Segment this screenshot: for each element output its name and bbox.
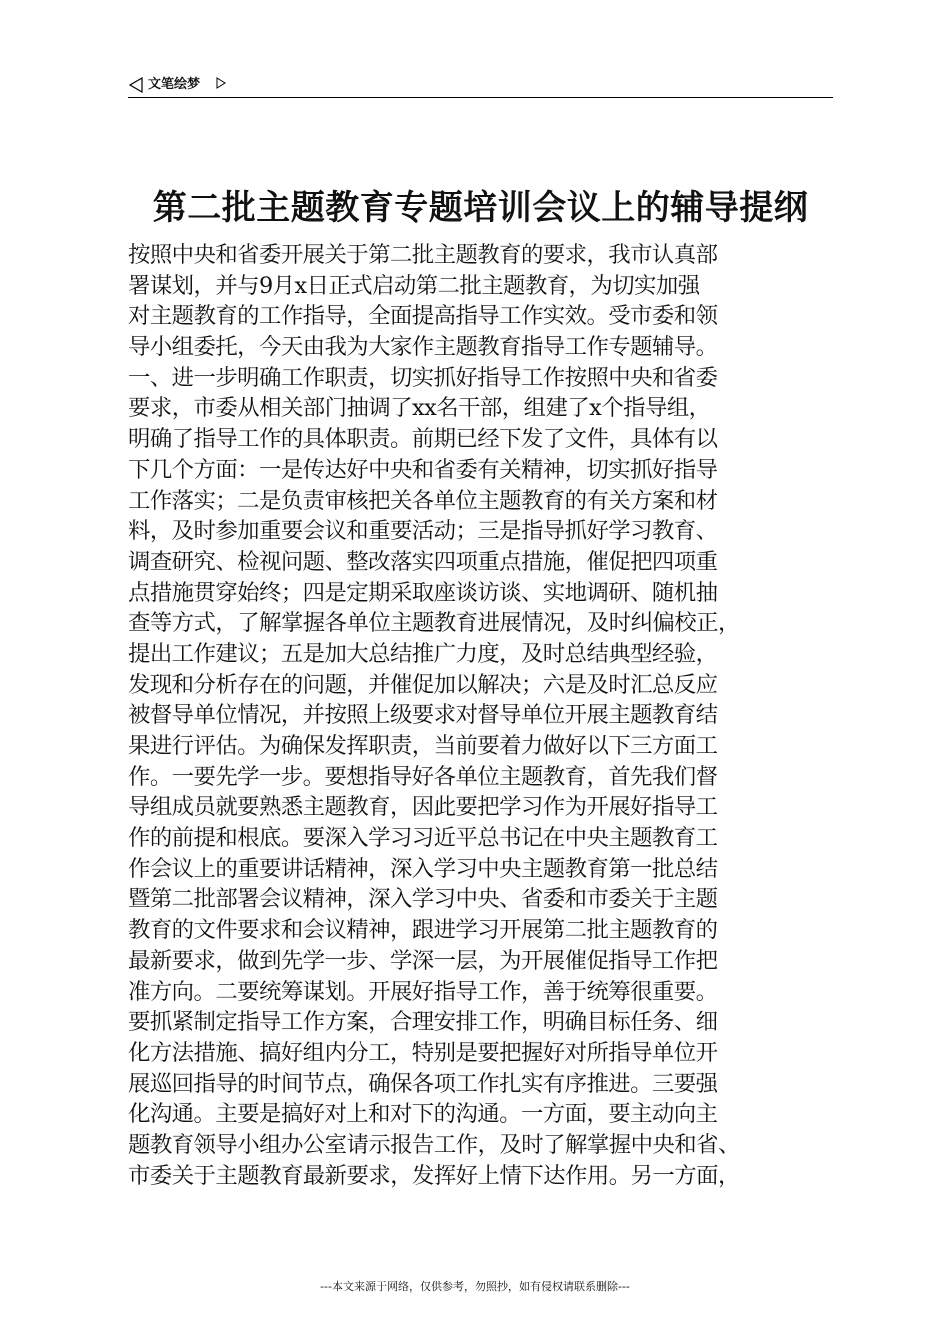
body-line: 要求，市委从相关部门抽调了xx名干部，组建了x个指导组， xyxy=(128,395,711,422)
body-line: 被督导单位情况，并按照上级要求对督导单位开展主题教育结 xyxy=(128,702,718,729)
header-title: 文笔绘梦 xyxy=(148,77,201,92)
body-line: 作。一要先学一步。要想指导好各单位主题教育，首先我们督 xyxy=(128,763,718,790)
body-line: 发现和分析存在的问题，并催促加以解决；六是及时汇总反应 xyxy=(128,671,718,698)
body-line: 点措施贯穿始终；四是定期采取座谈访谈、实地调研、随机抽 xyxy=(128,579,718,606)
body-line: 暨第二批部署会议精神，深入学习中央、省委和市委关于主题 xyxy=(128,886,718,913)
triangle-right-outline-icon xyxy=(216,74,226,86)
body-line: 提出工作建议；五是加大总结推广力度，及时总结典型经验， xyxy=(128,640,718,667)
document-title: 第二批主题教育专题培训会议上的辅导提纲 xyxy=(152,188,809,228)
body-line: 准方向。二要统筹谋划。开展好指导工作，善于统筹很重要。 xyxy=(128,978,718,1005)
body-line: 导小组委托，今天由我为大家作主题教育指导工作专题辅导。 xyxy=(128,334,718,361)
body-line: 最新要求，做到先学一步、学深一层，为开展催促指导工作把 xyxy=(128,947,718,974)
body-line: 料，及时参加重要会议和重要活动；三是指导抓好学习教育、 xyxy=(128,518,718,545)
body-line: 要抓紧制定指导工作方案，合理安排工作，明确目标任务、细 xyxy=(128,1009,718,1036)
header-divider xyxy=(128,97,833,98)
body-line: 题教育领导小组办公室请示报告工作，及时了解掌握中央和省、 xyxy=(128,1131,740,1158)
body-line: 展巡回指导的时间节点，确保各项工作扎实有序推进。三要强 xyxy=(128,1070,718,1097)
body-line: 导组成员就要熟悉主题教育，因此要把学习作为开展好指导工 xyxy=(128,794,718,821)
body-line: 市委关于主题教育最新要求，发挥好上情下达作用。另一方面， xyxy=(128,1162,740,1189)
body-line: 一、进一步明确工作职责，切实抓好指导工作按照中央和省委 xyxy=(128,364,718,391)
triangle-left-outline-icon xyxy=(128,77,144,93)
body-line: 明确了指导工作的具体职责。前期已经下发了文件，具体有以 xyxy=(128,426,718,453)
page-header xyxy=(128,74,833,98)
footer-disclaimer: ---本文来源于网络，仅供参考，勿照抄，如有侵权请联系删除--- xyxy=(320,1280,630,1293)
body-line: 化方法措施、搞好组内分工，特别是要把握好对所指导单位开 xyxy=(128,1039,718,1066)
body-line: 作会议上的重要讲话精神，深入学习中央主题教育第一批总结 xyxy=(128,855,718,882)
body-line: 查等方式，了解掌握各单位主题教育进展情况，及时纠偏校正， xyxy=(128,610,740,637)
body-line: 化沟通。主要是搞好对上和对下的沟通。一方面，要主动向主 xyxy=(128,1101,718,1128)
body-line: 教育的文件要求和会议精神，跟进学习开展第二批主题教育的 xyxy=(128,917,718,944)
body-line: 作的前提和根底。要深入学习习近平总书记在中央主题教育工 xyxy=(128,825,718,852)
body-line: 工作落实；二是负责审核把关各单位主题教育的有关方案和材 xyxy=(128,487,718,514)
body-line: 署谋划，并与9月x日正式启动第二批主题教育，为切实加强 xyxy=(128,272,700,299)
body-line: 调查研究、检视问题、整改落实四项重点措施，催促把四项重 xyxy=(128,548,718,575)
body-line: 果进行评估。为确保发挥职责，当前要着力做好以下三方面工 xyxy=(128,733,718,759)
body-line: 对主题教育的工作指导，全面提高指导工作实效。受市委和领 xyxy=(128,303,718,330)
document-body xyxy=(128,240,843,1191)
body-line: 下几个方面：一是传达好中央和省委有关精神，切实抓好指导 xyxy=(128,456,718,483)
body-line: 按照中央和省委开展关于第二批主题教育的要求，我市认真部 xyxy=(128,242,718,268)
